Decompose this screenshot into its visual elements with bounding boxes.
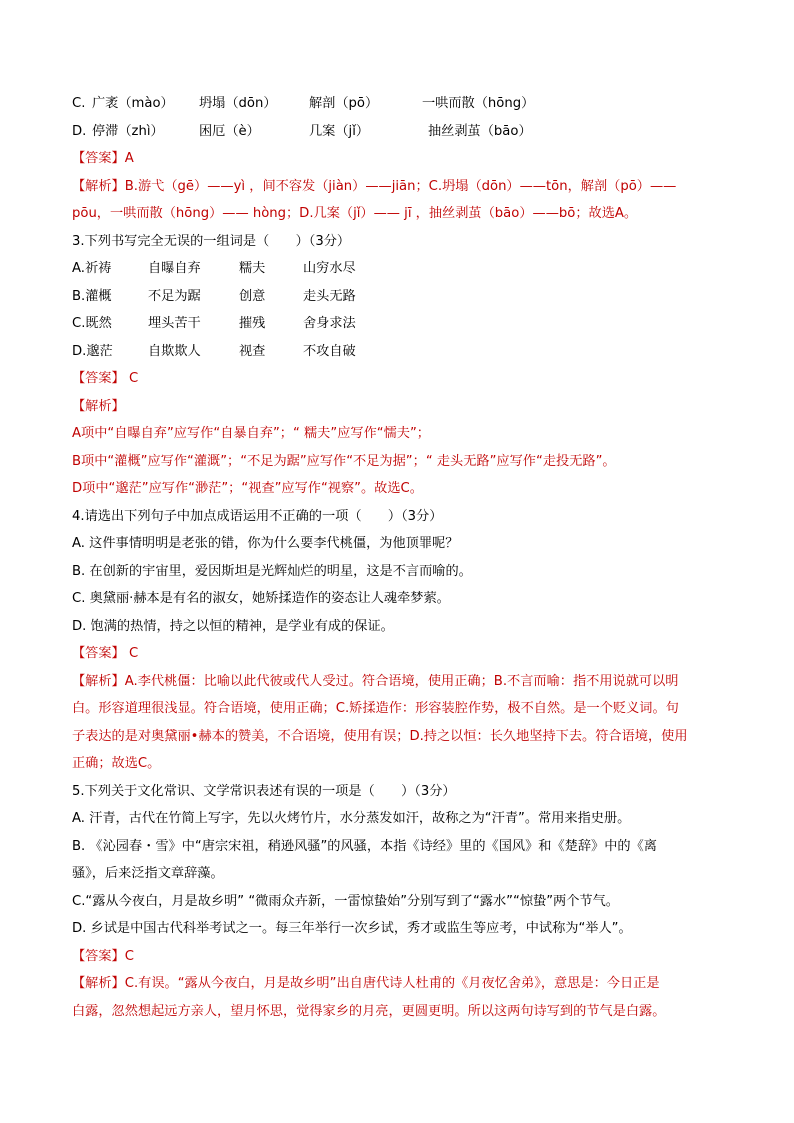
q5-option: D. 乡试是中国古代科举考试之一。每三年举行一次乡试，秀才或监生等应考，中试称为“举人”。: [72, 921, 632, 936]
q4-option: D. 饱满的热情，持之以恒的精神，是学业有成的保证。: [72, 618, 394, 634]
q2-d-word2: 困厄（è）: [199, 123, 260, 139]
q4-option: C. 奥黛丽·赫本是有名的淑女，她矫揉造作的姿态让人魂牵梦萦。: [72, 591, 450, 606]
q2-c-word3: 解剖（pō）: [309, 96, 379, 111]
q3-option-c: C.既然 埋头苦干 摧残 舍身求法: [72, 316, 356, 331]
q4-analysis-line: 白。形容道理很浅显。符合语境，使用正确；C.矫揉造作：形容装腔作势，极不自然。是一个贬义词。句: [72, 701, 679, 716]
q2-answer: 【答案】A: [72, 151, 134, 166]
q5-option: A. 汗青，古代在竹简上写字，先以火烤竹片，水分蒸发如汗，故称之为“汗青”。常用来指史册。: [72, 811, 631, 826]
q2-d-word4: 抽丝剥茧（bāo）: [428, 123, 532, 139]
q5-analysis-line: 白露，忽然想起远方亲人，望月怀思，觉得家乡的月亮，更圆更明。所以这两句诗写到的节气是白露。: [72, 1003, 666, 1019]
document-page: [72, 90, 724, 1025]
q5-option: B. 《沁园春・雪》中“唐宗宋祖，稍逊风骚”的风骚，本指《诗经》里的《国风》和《楚辞》中的《离: [72, 838, 657, 854]
q5-stem: 5.下列关于文化常识、文学常识表述有误的一项是（ ）（3分）: [72, 783, 456, 799]
q2-c-word1: 广袤（mào）: [92, 96, 174, 111]
q4-analysis-line: 【解析】A.李代桃僵：比喻以此代彼或代人受过。符合语境，使用正确；B.不言而喻：指不用说就可以明: [72, 673, 679, 689]
q2-option-d: D. 停滞（zhì） 困厄（è） 几案（jǐ） 抽丝剥茧（bāo）: [72, 118, 724, 146]
q4-analysis-line: 子表达的是对奥黛丽•赫本的赞美，不合语境，使用有误；D.持之以恒：长久地坚持下去。符合语境，使用: [72, 728, 688, 744]
q3-stem: 3.下列书写完全无误的一组词是（ ）（3分）: [72, 233, 351, 249]
q5-answer: 【答案】C: [72, 948, 134, 964]
q2-analysis-line1: 【解析】B.游弋（gē）——yì ，间不容发（jiàn）——jiān；C.坍塌（dōn）——tōn，解剖（pō）——: [72, 178, 677, 194]
q3-answer: 【答案】 C: [72, 371, 139, 386]
q5-option-continued: 骚》，后来泛指文章辞藻。: [72, 866, 224, 881]
q4-analysis-line: 正确；故选C。: [72, 756, 161, 771]
q5-analysis-line: 【解析】C.有误。“露从今夜白，月是故乡明”出自唐代诗人杜甫的《月夜忆舍弟》，意思是：今日正是: [72, 976, 660, 991]
q4-option: B. 在创新的宇宙里，爱因斯坦是光辉灿烂的明星，这是不言而喻的。: [72, 563, 472, 579]
q3-analysis-line: B项中“灌概”应写作“灌溉”；“不足为踞”应写作“不足为据”；“ 走头无路”应写作“走投无路”。: [72, 453, 616, 469]
q4-answer: 【答案】 C: [72, 646, 139, 661]
q5-option: C.“露从今夜白，月是故乡明” “微雨众卉新，一雷惊蛰始”分别写到了“露水”“惊蛰”两个节气。: [72, 893, 619, 909]
q3-analysis-line: A项中“自曝自弃”应写作“自暴自弃”；“ 糯夫”应写作“懦夫”；: [72, 426, 430, 441]
q3-option-a: A.祈祷 自曝自弃 糯夫 山穷水尽: [72, 261, 356, 276]
q2-option-c: C. 广袤（mào） 坍塌（dōn） 解剖（pō） 一哄而散（hōng）: [72, 90, 724, 118]
q2-d-word3: 几案（jǐ）: [309, 123, 370, 139]
q2-c-word2: 坍塌（dōn）: [199, 96, 277, 111]
q3-analysis-tag: 【解析】: [72, 398, 125, 414]
q4-stem: 4.请选出下列句子中加点成语运用不正确的一项（ ）（3分）: [72, 508, 443, 524]
q3-analysis-line: D项中“邈茫”应写作“渺茫”；“视查”应写作“视察”。故选C。: [72, 481, 423, 496]
q2-c-word4: 一哄而散（hōng）: [422, 96, 535, 111]
q2-d-word1: 停滞（zhì）: [92, 123, 164, 139]
q3-option-d: D.邈茫 自欺欺人 视查 不攻自破: [72, 343, 356, 359]
q2-analysis-line2: pōu，一哄而散（hōng）—— hòng；D.几案（jǐ）—— jī ，抽丝剥茧（bāo）——bō；故选A。: [72, 206, 638, 221]
q3-option-b: B.灌概 不足为踞 创意 走头无路: [72, 288, 356, 304]
q4-option: A. 这件事情明明是老张的错，你为什么要李代桃僵，为他顶罪呢？: [72, 536, 459, 551]
